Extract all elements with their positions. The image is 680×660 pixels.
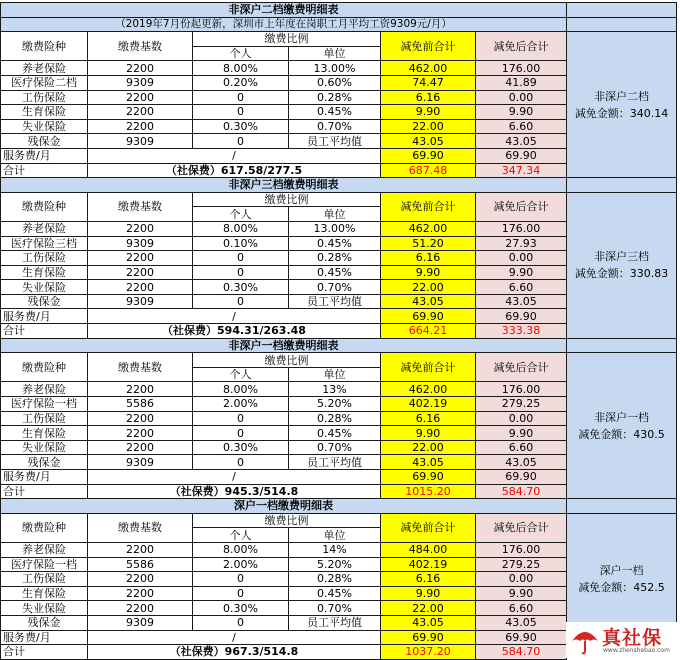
row-base: 9309 [88,75,193,90]
row-base: 9309 [88,455,193,470]
header-after-total: 减免后合计 [476,353,567,382]
row-before: 43.05 [381,294,476,309]
row-before: 9.90 [381,265,476,280]
row-personal: 0 [193,411,289,426]
header-before-total: 减免前合计 [381,513,476,542]
row-name: 养老保险 [1,221,88,236]
row-after: 0.00 [476,411,567,426]
row-personal: 0 [193,455,289,470]
service-mid: / [88,630,381,645]
header-ratio: 缴费比例 [193,192,381,207]
total-after: 584.70 [476,645,567,660]
row-before: 43.05 [381,134,476,149]
contribution-table [0,2,677,660]
row-name: 工伤保险 [1,90,88,105]
row-base: 9309 [88,134,193,149]
row-base: 2200 [88,280,193,295]
row-personal: 0.30% [193,280,289,295]
row-after: 176.00 [476,61,567,76]
header-unit: 单位 [289,207,381,222]
section-title: 非深户二档缴费明细表 [1,3,567,18]
row-unit: 员工平均值 [289,134,381,149]
header-base: 缴费基数 [88,32,193,61]
row-name: 医疗保险三档 [1,236,88,251]
summary-label: 非深户三档 [594,250,650,264]
header-after-total: 减免后合计 [476,513,567,542]
row-personal: 0.30% [193,440,289,455]
row-personal: 8.00% [193,61,289,76]
header-personal: 个人 [193,528,289,543]
summary-amount: 减免金额：430.5 [578,427,665,441]
row-before: 9.90 [381,105,476,120]
row-after: 6.60 [476,119,567,134]
row-unit: 0.45% [289,426,381,441]
row-name: 残保金 [1,294,88,309]
section-title: 非深户三档缴费明细表 [1,178,567,193]
row-after: 6.60 [476,601,567,616]
row-base: 5586 [88,397,193,412]
row-unit: 0.28% [289,251,381,266]
service-before: 69.90 [381,309,476,324]
row-after: 43.05 [476,615,567,630]
row-name: 残保金 [1,615,88,630]
row-base: 9309 [88,236,193,251]
row-base: 2200 [88,572,193,587]
row-unit: 5.20% [289,397,381,412]
row-unit: 0.70% [289,280,381,295]
row-name: 失业保险 [1,601,88,616]
row-base: 2200 [88,440,193,455]
row-after: 176.00 [476,382,567,397]
row-personal: 0 [193,105,289,120]
service-name: 服务费/月 [1,309,88,324]
row-base: 2200 [88,586,193,601]
header-category: 缴费险种 [1,32,88,61]
service-mid: / [88,470,381,485]
row-after: 9.90 [476,265,567,280]
section-title-row [1,499,677,514]
row-unit: 0.60% [289,75,381,90]
row-name: 医疗保险二档 [1,75,88,90]
header-row [1,192,677,207]
row-base: 2200 [88,601,193,616]
header-base: 缴费基数 [88,353,193,382]
row-personal: 0 [193,90,289,105]
row-before: 22.00 [381,119,476,134]
row-base: 9309 [88,615,193,630]
row-personal: 0.20% [193,75,289,90]
row-after: 27.93 [476,236,567,251]
header-base: 缴费基数 [88,513,193,542]
row-unit: 13% [289,382,381,397]
row-name: 失业保险 [1,119,88,134]
row-personal: 8.00% [193,221,289,236]
row-personal: 0.30% [193,601,289,616]
row-unit: 0.70% [289,601,381,616]
row-after: 43.05 [476,134,567,149]
row-unit: 0.45% [289,265,381,280]
service-after: 69.90 [476,309,567,324]
row-unit: 0.28% [289,90,381,105]
row-name: 养老保险 [1,542,88,557]
service-before: 69.90 [381,470,476,485]
row-after: 0.00 [476,251,567,266]
section-title-row [1,338,677,353]
row-base: 2200 [88,221,193,236]
row-personal: 0 [193,572,289,587]
logo-url: www.zhenshebao.com [603,647,670,654]
header-personal: 个人 [193,207,289,222]
header-category: 缴费险种 [1,192,88,221]
row-unit: 员工平均值 [289,294,381,309]
row-after: 9.90 [476,426,567,441]
row-unit: 13.00% [289,61,381,76]
total-after: 333.38 [476,324,567,339]
row-personal: 0 [193,294,289,309]
row-unit: 0.70% [289,440,381,455]
brand-logo [566,622,678,658]
row-unit: 员工平均值 [289,615,381,630]
service-before: 69.90 [381,630,476,645]
row-before: 462.00 [381,221,476,236]
header-after-total: 减免后合计 [476,192,567,221]
header-unit: 单位 [289,367,381,382]
row-before: 22.00 [381,280,476,295]
row-personal: 2.00% [193,397,289,412]
row-base: 2200 [88,251,193,266]
section-title: 深户一档缴费明细表 [1,499,567,514]
row-name: 生育保险 [1,105,88,120]
row-before: 462.00 [381,61,476,76]
total-name: 合计 [1,484,88,499]
row-name: 生育保险 [1,426,88,441]
header-unit: 单位 [289,528,381,543]
service-after: 69.90 [476,148,567,163]
row-unit: 0.28% [289,572,381,587]
header-row [1,32,677,47]
row-after: 6.60 [476,280,567,295]
row-after: 176.00 [476,221,567,236]
row-before: 462.00 [381,382,476,397]
row-before: 9.90 [381,426,476,441]
section-summary [567,192,677,338]
header-category: 缴费险种 [1,353,88,382]
row-personal: 0 [193,586,289,601]
row-before: 9.90 [381,586,476,601]
service-name: 服务费/月 [1,630,88,645]
header-personal: 个人 [193,367,289,382]
row-personal: 0 [193,265,289,280]
row-name: 失业保险 [1,280,88,295]
row-unit: 14% [289,542,381,557]
row-after: 9.90 [476,105,567,120]
service-after: 69.90 [476,470,567,485]
header-ratio: 缴费比例 [193,32,381,47]
row-name: 残保金 [1,455,88,470]
row-personal: 8.00% [193,542,289,557]
row-base: 5586 [88,557,193,572]
row-base: 2200 [88,542,193,557]
row-before: 402.19 [381,557,476,572]
row-base: 2200 [88,119,193,134]
row-unit: 0.45% [289,236,381,251]
row-before: 484.00 [381,542,476,557]
header-ratio: 缴费比例 [193,353,381,368]
row-unit: 5.20% [289,557,381,572]
header-ratio: 缴费比例 [193,513,381,528]
row-after: 9.90 [476,586,567,601]
section-subtitle-row [1,17,677,32]
row-after: 279.25 [476,557,567,572]
row-unit: 0.45% [289,105,381,120]
logo-text: 真社保 [602,627,663,649]
summary-amount: 减免金额：452.5 [578,580,665,594]
row-before: 402.19 [381,397,476,412]
total-before: 664.21 [381,324,476,339]
row-unit: 0.28% [289,411,381,426]
header-base: 缴费基数 [88,192,193,221]
row-before: 22.00 [381,440,476,455]
service-before: 69.90 [381,148,476,163]
summary-amount: 减免金额：340.14 [574,106,669,120]
header-category: 缴费险种 [1,513,88,542]
row-personal: 0 [193,426,289,441]
row-before: 43.05 [381,615,476,630]
total-before: 687.48 [381,163,476,178]
header-before-total: 减免前合计 [381,32,476,61]
table-body [1,3,677,660]
section-summary [567,32,677,178]
row-name: 工伤保险 [1,572,88,587]
row-name: 医疗保险一档 [1,397,88,412]
row-name: 生育保险 [1,586,88,601]
row-unit: 0.70% [289,119,381,134]
row-base: 2200 [88,426,193,441]
header-before-total: 减免前合计 [381,192,476,221]
total-before: 1037.20 [381,645,476,660]
row-before: 22.00 [381,601,476,616]
row-base: 9309 [88,294,193,309]
section-subtitle: （2019年7月份起更新，深圳市上年度在岗职工月平均工资9309元/月） [1,17,567,32]
row-base: 2200 [88,61,193,76]
row-personal: 2.00% [193,557,289,572]
row-after: 43.05 [476,455,567,470]
header-unit: 单位 [289,46,381,61]
service-after: 69.90 [476,630,567,645]
row-base: 2200 [88,90,193,105]
total-mid: （社保费）617.58/277.5 [88,163,381,178]
contribution-tables [0,2,676,660]
total-mid: （社保费）945.3/514.8 [88,484,381,499]
header-after-total: 减免后合计 [476,32,567,61]
service-name: 服务费/月 [1,148,88,163]
section-title-row [1,3,677,18]
summary-label: 非深户二档 [594,89,650,103]
row-personal: 0 [193,251,289,266]
total-mid: （社保费）967.3/514.8 [88,645,381,660]
row-unit: 员工平均值 [289,455,381,470]
row-name: 医疗保险一档 [1,557,88,572]
header-personal: 个人 [193,46,289,61]
total-after: 584.70 [476,484,567,499]
section-title-row [1,178,677,193]
row-personal: 0.30% [193,119,289,134]
row-after: 279.25 [476,397,567,412]
row-after: 176.00 [476,542,567,557]
row-name: 工伤保险 [1,411,88,426]
total-after: 347.34 [476,163,567,178]
summary-amount: 减免金额：330.83 [574,267,669,281]
total-name: 合计 [1,645,88,660]
service-name: 服务费/月 [1,470,88,485]
row-before: 6.16 [381,572,476,587]
row-base: 2200 [88,411,193,426]
summary-label: 非深户一档 [594,410,650,424]
header-row [1,353,677,368]
row-name: 失业保险 [1,440,88,455]
row-after: 0.00 [476,90,567,105]
header-row [1,513,677,528]
section-title: 非深户一档缴费明细表 [1,338,567,353]
total-before: 1015.20 [381,484,476,499]
row-personal: 0 [193,134,289,149]
row-unit: 13.00% [289,221,381,236]
header-before-total: 减免前合计 [381,353,476,382]
row-after: 41.89 [476,75,567,90]
service-mid: / [88,148,381,163]
row-base: 2200 [88,105,193,120]
total-mid: （社保费）594.31/263.48 [88,324,381,339]
row-before: 6.16 [381,90,476,105]
row-personal: 0 [193,615,289,630]
summary-label: 深户一档 [599,563,644,577]
row-after: 0.00 [476,572,567,587]
row-base: 2200 [88,265,193,280]
row-name: 养老保险 [1,61,88,76]
row-base: 2200 [88,382,193,397]
row-before: 43.05 [381,455,476,470]
umbrella-icon [570,625,600,655]
row-before: 74.47 [381,75,476,90]
row-before: 51.20 [381,236,476,251]
row-unit: 0.45% [289,586,381,601]
row-before: 6.16 [381,411,476,426]
row-name: 工伤保险 [1,251,88,266]
total-name: 合计 [1,163,88,178]
row-personal: 8.00% [193,382,289,397]
section-summary [567,353,677,499]
row-before: 6.16 [381,251,476,266]
total-name: 合计 [1,324,88,339]
row-after: 6.60 [476,440,567,455]
row-name: 养老保险 [1,382,88,397]
row-personal: 0.10% [193,236,289,251]
row-name: 残保金 [1,134,88,149]
service-mid: / [88,309,381,324]
row-after: 43.05 [476,294,567,309]
row-name: 生育保险 [1,265,88,280]
